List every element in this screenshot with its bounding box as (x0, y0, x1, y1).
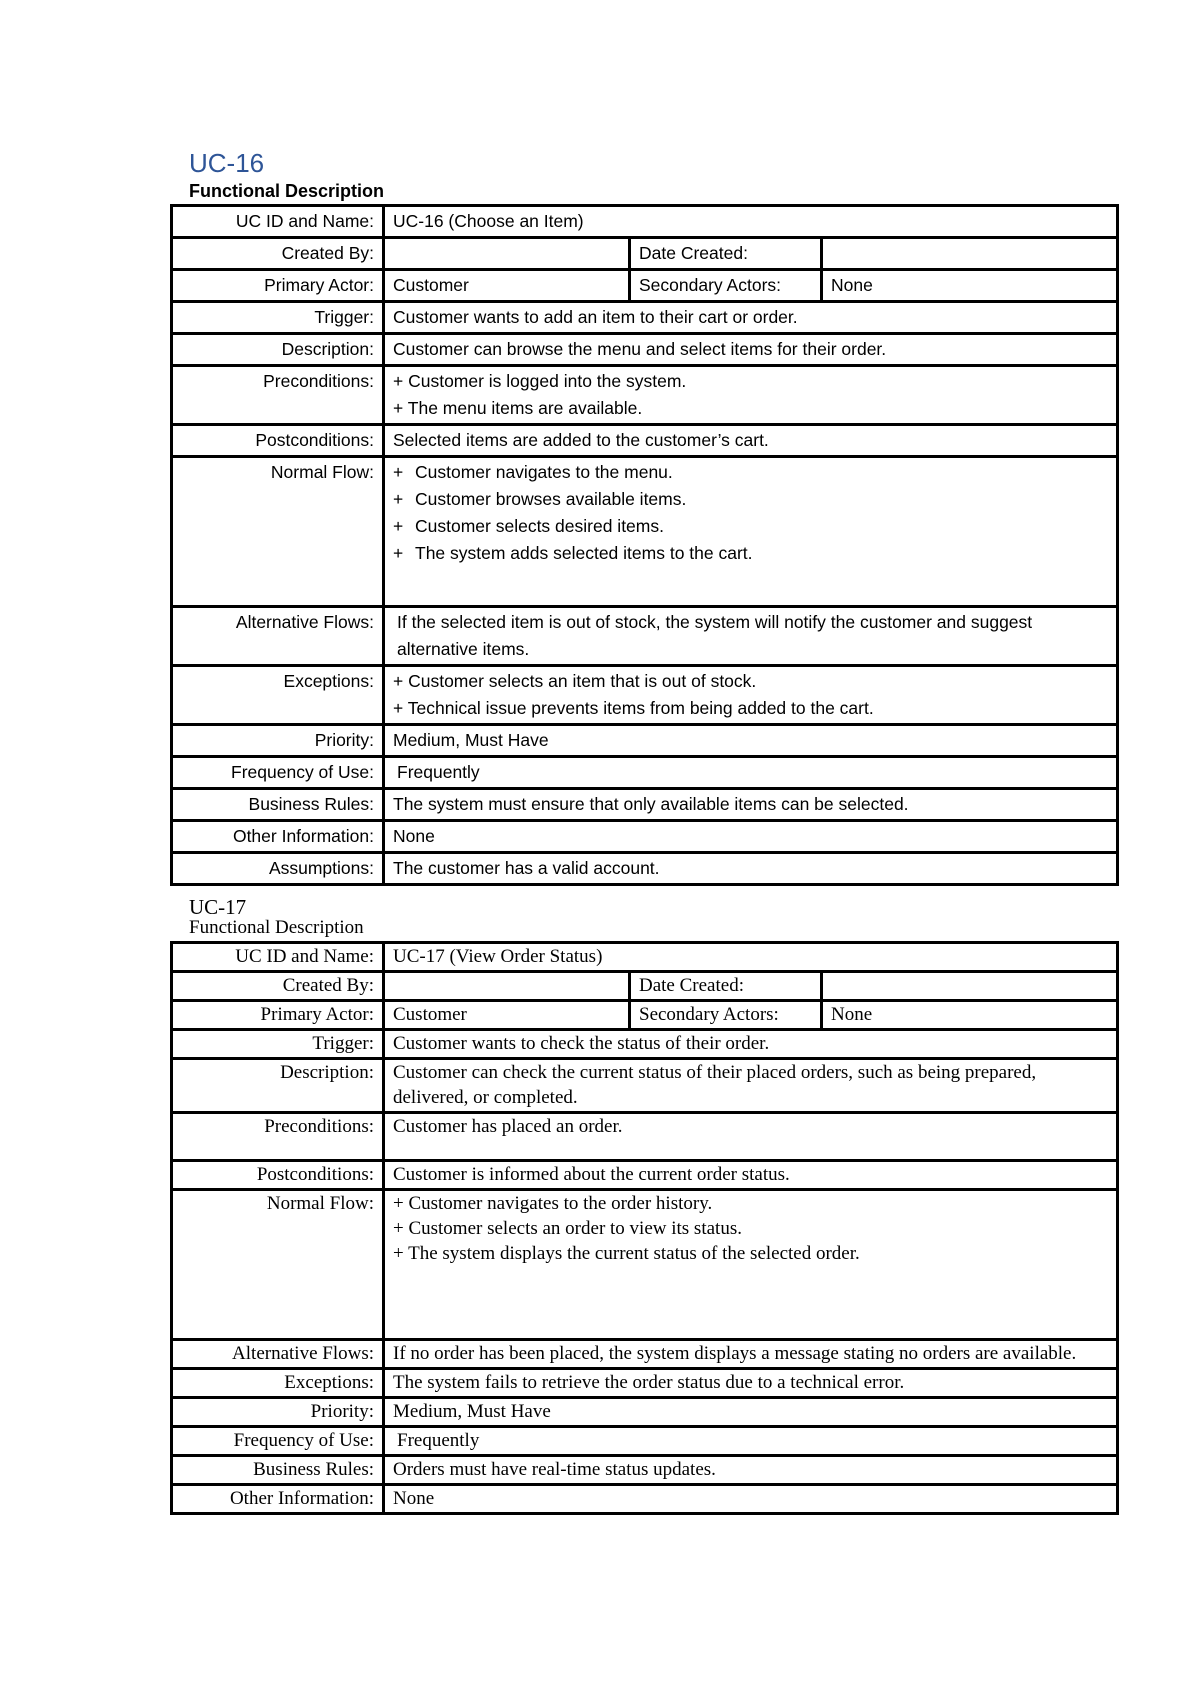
table-row (172, 943, 1118, 972)
business-rules-value: Orders must have real-time status updates. (384, 1456, 1118, 1485)
created-by-label: Created By: (172, 972, 384, 1001)
table-row (172, 1485, 1118, 1514)
trigger-value: Customer wants to add an item to their cart or order. (384, 302, 1118, 334)
frequency-value: Frequently (384, 757, 1118, 789)
table-row (172, 1030, 1118, 1059)
table-row (172, 366, 1118, 425)
table-row (172, 1427, 1118, 1456)
date-created-value (822, 238, 1118, 270)
normal-flow-label: Normal Flow: (172, 457, 384, 607)
uc16-spec-table (170, 204, 1119, 886)
table-row (172, 725, 1118, 757)
alternative-flows-label: Alternative Flows: (172, 607, 384, 666)
list-item: + Customer navigates to the order history. (393, 1193, 713, 1214)
list-item-text: Customer browses available items. (415, 489, 687, 509)
other-info-value: None (384, 1485, 1118, 1514)
uc-id-value: UC-16 (Choose an Item) (384, 206, 1118, 238)
secondary-actors-label: Secondary Actors: (630, 270, 822, 302)
table-row (172, 1113, 1118, 1161)
list-item (393, 540, 1108, 567)
table-row (172, 821, 1118, 853)
assumptions-value: The customer has a valid account. (384, 853, 1118, 885)
uc16-subheading: Functional Description (189, 181, 385, 201)
primary-actor-label: Primary Actor: (172, 270, 384, 302)
created-by-value (384, 972, 630, 1001)
exceptions-value (384, 666, 1118, 725)
table-row (172, 302, 1118, 334)
created-by-label: Created By: (172, 238, 384, 270)
table-row (172, 1059, 1118, 1113)
trigger-label: Trigger: (172, 302, 384, 334)
table-row (172, 1190, 1118, 1340)
list-item-text: Customer navigates to the menu. (415, 462, 673, 482)
list-item (393, 513, 1108, 540)
description-value: Customer can browse the menu and select items for their order. (384, 334, 1118, 366)
secondary-actors-value: None (822, 270, 1118, 302)
other-info-label: Other Information: (172, 1485, 384, 1514)
secondary-actors-value: None (822, 1001, 1118, 1030)
frequency-label: Frequency of Use: (172, 1427, 384, 1456)
date-created-value (822, 972, 1118, 1001)
list-item (393, 459, 1108, 486)
table-row (172, 1001, 1118, 1030)
bullet: + (393, 516, 404, 536)
trigger-value: Customer wants to check the status of their order. (384, 1030, 1118, 1059)
list-item-text: The system adds selected items to the cart. (415, 543, 753, 563)
table-row (172, 607, 1118, 666)
preconditions-label: Preconditions: (172, 1113, 384, 1161)
table-row (172, 1161, 1118, 1190)
list-item: + The system displays the current status of the selected order. (393, 1243, 860, 1264)
table-row (172, 1369, 1118, 1398)
list-item: + Customer selects an order to view its status. (393, 1218, 742, 1239)
list-item: + Customer is logged into the system. (393, 371, 687, 391)
assumptions-label: Assumptions: (172, 853, 384, 885)
priority-value: Medium, Must Have (384, 1398, 1118, 1427)
bullet: + (393, 462, 404, 482)
priority-label: Priority: (172, 725, 384, 757)
date-created-label: Date Created: (630, 972, 822, 1001)
business-rules-label: Business Rules: (172, 1456, 384, 1485)
table-row (172, 666, 1118, 725)
priority-label: Priority: (172, 1398, 384, 1427)
alternative-flows-label: Alternative Flows: (172, 1340, 384, 1369)
frequency-value: Frequently (384, 1427, 1118, 1456)
postconditions-label: Postconditions: (172, 425, 384, 457)
postconditions-value: Customer is informed about the current order status. (384, 1161, 1118, 1190)
description-label: Description: (172, 334, 384, 366)
uc-id-label: UC ID and Name: (172, 943, 384, 972)
date-created-label: Date Created: (630, 238, 822, 270)
primary-actor-value: Customer (384, 1001, 630, 1030)
uc17-heading: UC-17 (189, 895, 247, 919)
table-row (172, 425, 1118, 457)
other-info-label: Other Information: (172, 821, 384, 853)
table-row (172, 334, 1118, 366)
uc-id-label: UC ID and Name: (172, 206, 384, 238)
primary-actor-label: Primary Actor: (172, 1001, 384, 1030)
table-row (172, 457, 1118, 607)
table-row (172, 1456, 1118, 1485)
alternative-flows-value: If no order has been placed, the system displays a message stating no orders are available. (384, 1340, 1118, 1369)
trigger-label: Trigger: (172, 1030, 384, 1059)
priority-value: Medium, Must Have (384, 725, 1118, 757)
table-row (172, 972, 1118, 1001)
list-item: + Customer selects an item that is out of stock. (393, 671, 757, 691)
list-item-text: Customer selects desired items. (415, 516, 664, 536)
exceptions-value: The system fails to retrieve the order status due to a technical error. (384, 1369, 1118, 1398)
exceptions-label: Exceptions: (172, 1369, 384, 1398)
preconditions-label: Preconditions: (172, 366, 384, 425)
uc17-subheading: Functional Description (189, 917, 364, 938)
other-info-value: None (384, 821, 1118, 853)
alternative-flows-value: If the selected item is out of stock, the system will notify the customer and suggest alternative items. (384, 607, 1118, 666)
business-rules-label: Business Rules: (172, 789, 384, 821)
normal-flow-label: Normal Flow: (172, 1190, 384, 1340)
postconditions-label: Postconditions: (172, 1161, 384, 1190)
normal-flow-value (384, 1190, 1118, 1340)
preconditions-value: Customer has placed an order. (384, 1113, 1118, 1161)
bullet: + (393, 489, 404, 509)
description-label: Description: (172, 1059, 384, 1113)
uc17-spec-table (170, 941, 1119, 1515)
table-row (172, 206, 1118, 238)
table-row (172, 757, 1118, 789)
postconditions-value: Selected items are added to the customer’s cart. (384, 425, 1118, 457)
exceptions-label: Exceptions: (172, 666, 384, 725)
uc-id-value: UC-17 (View Order Status) (384, 943, 1118, 972)
preconditions-value (384, 366, 1118, 425)
list-item: + The menu items are available. (393, 398, 643, 418)
table-row (172, 270, 1118, 302)
table-row (172, 1340, 1118, 1369)
normal-flow-value (384, 457, 1118, 607)
list-item: + Technical issue prevents items from being added to the cart. (393, 698, 874, 718)
table-row (172, 1398, 1118, 1427)
business-rules-value: The system must ensure that only available items can be selected. (384, 789, 1118, 821)
table-row (172, 789, 1118, 821)
created-by-value (384, 238, 630, 270)
bullet: + (393, 543, 404, 563)
list-item (393, 486, 1108, 513)
frequency-label: Frequency of Use: (172, 757, 384, 789)
uc16-heading: UC-16 (189, 148, 265, 178)
secondary-actors-label: Secondary Actors: (630, 1001, 822, 1030)
primary-actor-value: Customer (384, 270, 630, 302)
description-value: Customer can check the current status of their placed orders, such as being prepared, delivered, or completed. (384, 1059, 1118, 1113)
table-row (172, 238, 1118, 270)
table-row (172, 853, 1118, 885)
